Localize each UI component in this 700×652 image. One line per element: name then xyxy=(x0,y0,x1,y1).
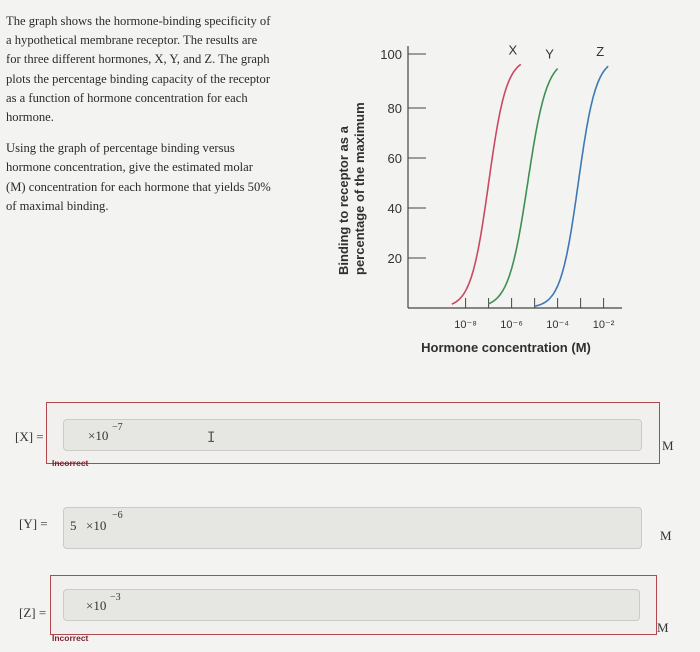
x-axis-label: Hormone concentration (M) xyxy=(421,340,591,355)
z-unit: M xyxy=(657,620,669,635)
z-incorrect-status: Incorrect xyxy=(52,633,89,643)
y-answer-label: [Y] = xyxy=(19,516,48,531)
y-tick-label-40: 40 xyxy=(387,201,402,216)
z-base: ×10 xyxy=(86,598,107,613)
y-axis-label-line1: Binding to receptor as a xyxy=(336,126,351,275)
y-tick-label-20: 20 xyxy=(387,251,402,266)
y-tick-label-60: 60 xyxy=(387,151,402,166)
x-answer-label: [X] = xyxy=(15,429,44,444)
x-answer-input[interactable] xyxy=(63,419,642,451)
x-base: ×10 xyxy=(88,428,109,443)
curve-label-x: X xyxy=(508,42,518,58)
y-base: ×10 xyxy=(86,518,107,533)
text-cursor-icon: I xyxy=(207,430,216,446)
x-incorrect-status: Incorrect xyxy=(52,458,89,468)
x-tick-label-0: 10⁻⁸ xyxy=(454,319,477,331)
question-text xyxy=(6,12,274,228)
question-paragraph-2: Using the graph of percentage binding versus hormone concentration, give the estimated molar (M) concentration for each hormone that yields 50% of maximal binding. xyxy=(6,141,271,213)
y-mantissa: 5 xyxy=(70,518,77,533)
y-answer-input[interactable] xyxy=(63,507,642,549)
y-exponent: −6 xyxy=(112,510,123,521)
z-answer-label: [Z] = xyxy=(19,605,47,620)
x-exponent: −7 xyxy=(112,422,123,433)
curve-label-y: Y xyxy=(545,46,554,62)
curve-x xyxy=(452,64,521,304)
z-answer-input[interactable] xyxy=(63,589,640,621)
x-tick-label-3: 10⁻² xyxy=(592,319,615,331)
binding-chart xyxy=(332,30,652,360)
y-unit: M xyxy=(660,528,672,543)
question-paragraph-1: The graph shows the hormone-binding specificity of a hypothetical membrane receptor. The results are for three different hormones, X, Y, and Z. The graph plots the percentage binding capacity of the receptor as a function of hormone concentration for each hormone. xyxy=(6,14,271,125)
x-tick-label-2: 10⁻⁴ xyxy=(546,319,569,331)
y-axis-label-line2: percentage of the maximum xyxy=(352,102,367,275)
y-tick-label-80: 80 xyxy=(387,101,402,116)
x-tick-label-1: 10⁻⁶ xyxy=(500,319,523,331)
curve-z xyxy=(535,66,609,306)
z-exponent: −3 xyxy=(110,592,121,603)
curve-y xyxy=(489,69,558,304)
y-tick-label-100: 100 xyxy=(380,47,402,62)
curve-label-z: Z xyxy=(596,44,605,60)
x-unit: M xyxy=(662,438,674,453)
